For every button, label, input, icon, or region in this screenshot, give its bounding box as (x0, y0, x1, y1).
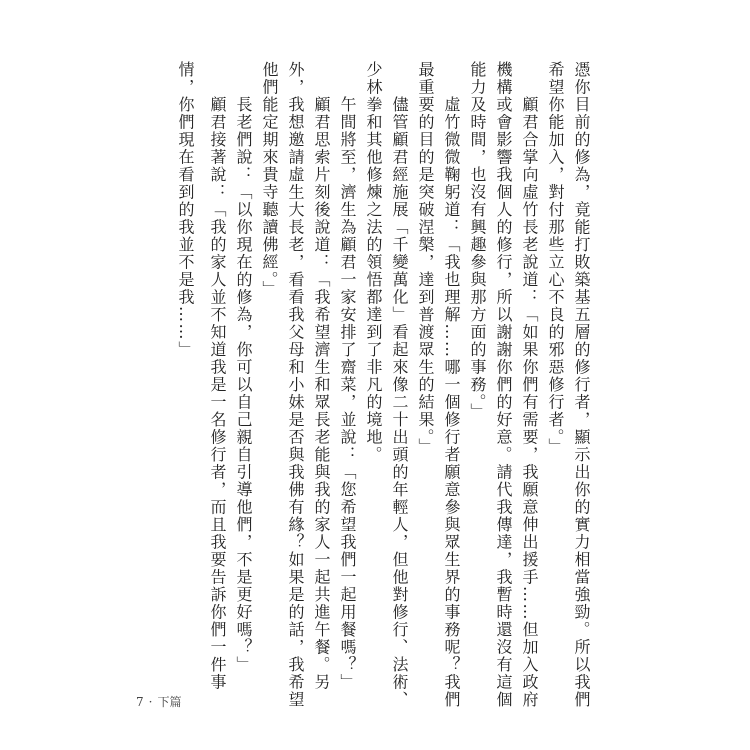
text-line: 希望你能加入，對付那些立心不良的邪惡修行者。」 (546, 61, 565, 456)
vertical-text-body (172, 61, 594, 709)
text-line: 最重要的目的是突破涅槃，達到普渡眾生的結果。」 (416, 61, 435, 456)
text-line: 儘管顧君經施展「千變萬化」看起來像二十出頭的年輕人，但他對修行、法術、 (390, 96, 409, 709)
text-line: 顧君接著說：「我的家人並不知道我是一名修行者，而且我要告訴你們一件事 (208, 96, 227, 691)
page-footer (136, 693, 186, 710)
text-line: 外，我想邀請虛生大長老，看看我父母和小妹是否與我佛有緣？如果是的話，我希望 (286, 61, 305, 709)
text-line: 能力及時間，也沒有興趣參與那方面的事務。」 (468, 61, 487, 421)
text-line: 虛竹微微鞠躬道：「我也理解……哪一個修行者願意參與眾生界的事務呢？我們 (442, 96, 461, 709)
text-line: 他們能定期來貴寺聽讀佛經。」 (260, 61, 279, 298)
footer-separator: · (148, 695, 153, 709)
text-line: 情，你們現在看到的我並不是我……」 (176, 61, 195, 359)
text-line: 憑你目前的修為，竟能打敗築基五層的修行者，顯示出你的實力相當強勁。所以我們 (572, 61, 591, 709)
section-title: 下篇 (157, 695, 182, 709)
page-number: 7 (136, 695, 144, 709)
text-line: 機構或會影響我個人的修行，所以謝謝你們的好意。請代我傳達，我暫時還沒有這個 (494, 61, 513, 709)
text-line: 午間將至，濟生為顧君一家安排了齋菜，並說：「您希望我們一起用餐嗎？」 (338, 96, 357, 691)
text-line: 長老們說：「以你現在的修為，你可以自己親自引導他們，不是更好嗎？」 (234, 96, 253, 674)
text-line: 顧君合掌向虛竹長老說道：「如果你們有需要，我願意伸出援手……但加入政府 (520, 96, 539, 709)
text-line: 顧君思索片刻後說道：「我希望濟生和眾長老能與我的家人一起共進午餐。另 (312, 96, 331, 691)
text-line: 少林拳和其他修煉之法的領悟都達到了非凡的境地。 (364, 61, 383, 464)
